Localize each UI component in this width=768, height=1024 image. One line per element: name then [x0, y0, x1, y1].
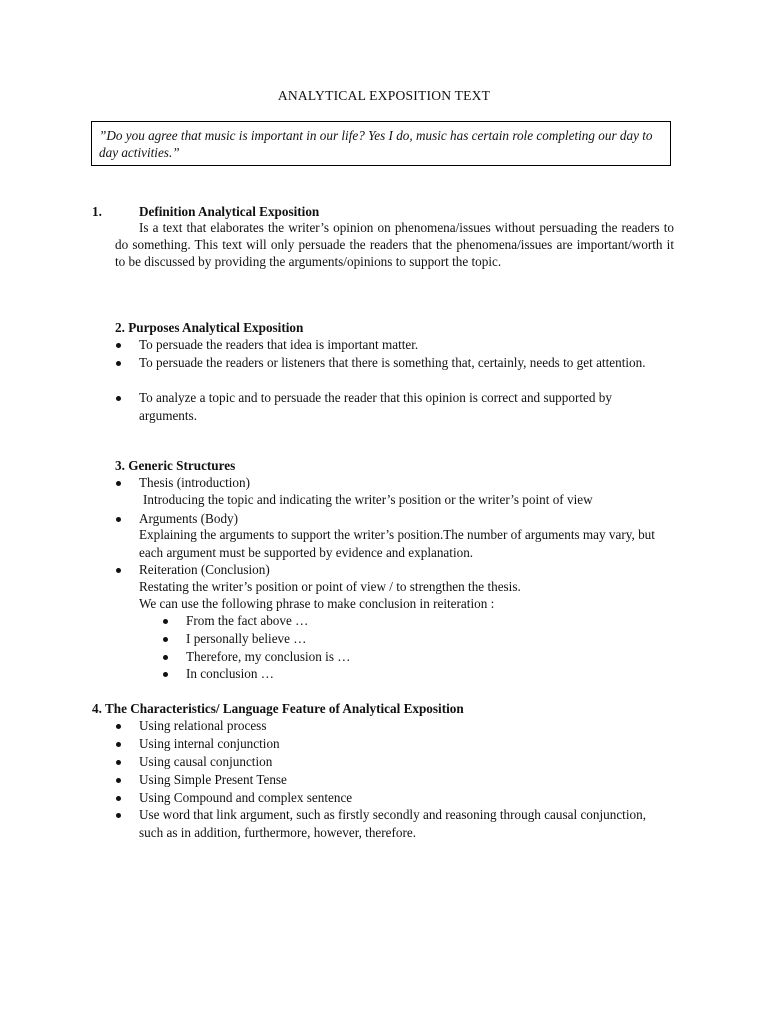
bullet-icon	[163, 637, 168, 642]
section2-heading: 2. Purposes Analytical Exposition	[115, 320, 304, 335]
bullet-icon	[116, 778, 121, 783]
section1-body: Is a text that elaborates the writer’s opinion on phenomena/issues without persuading the readers to do something. This text will only persuade the readers that the phenomena/issues are important/worth it to be discussed by providing the arguments/opinions to support the topic.	[115, 220, 674, 269]
bullet-icon	[116, 481, 121, 486]
structure-reiteration-desc2: We can use the following phrase to make conclusion in reiteration :	[139, 596, 495, 611]
structure-arguments-desc: Explaining the arguments to support the writer’s position.The number of arguments may vary, but each argument must be supported by evidence and explanation.	[139, 527, 655, 560]
feature-item-1: Using relational process	[139, 718, 267, 733]
structure-arguments-label: Arguments (Body)	[139, 511, 239, 526]
bullet-icon	[116, 396, 121, 401]
structure-thesis-desc: Introducing the topic and indicating the writer’s position or the writer’s point of view	[143, 492, 593, 507]
bullet-icon	[116, 361, 121, 366]
conclusion-phrase-4: In conclusion …	[186, 666, 274, 681]
bullet-icon	[116, 343, 121, 348]
quote-box: ”Do you agree that music is important in our life? Yes I do, music has certain role completing our day to day activities.”	[91, 121, 671, 166]
section2-item-2: To persuade the readers or listeners that there is something that, certainly, needs to get attention.	[139, 355, 646, 370]
conclusion-phrase-1: From the fact above …	[186, 613, 309, 628]
feature-item-5: Using Compound and complex sentence	[139, 790, 353, 805]
feature-item-2: Using internal conjunction	[139, 736, 280, 751]
section2-item-3: To analyze a topic and to persuade the reader that this opinion is correct and supported by arguments.	[139, 390, 612, 423]
feature-item-3: Using causal conjunction	[139, 754, 273, 769]
bullet-icon	[116, 724, 121, 729]
structure-reiteration-label: Reiteration (Conclusion)	[139, 562, 270, 577]
section1-heading: Definition Analytical Exposition	[139, 204, 320, 219]
bullet-icon	[116, 742, 121, 747]
bullet-icon	[163, 619, 168, 624]
conclusion-phrase-3: Therefore, my conclusion is …	[186, 649, 351, 664]
section4-heading: 4. The Characteristics/ Language Feature of Analytical Exposition	[92, 701, 464, 716]
feature-item-6: Use word that link argument, such as firstly secondly and reasoning through causal conjunction, such as in addition, furthermore, however, therefore.	[139, 807, 646, 840]
section3-heading: 3. Generic Structures	[115, 458, 236, 473]
section2-item-1: To persuade the readers that idea is important matter.	[139, 337, 419, 352]
bullet-icon	[116, 796, 121, 801]
bullet-icon	[116, 517, 121, 522]
bullet-icon	[116, 568, 121, 573]
structure-thesis-label: Thesis (introduction)	[139, 475, 250, 490]
section1-number: 1.	[92, 204, 102, 219]
structure-reiteration-desc: Restating the writer’s position or point of view / to strengthen the thesis.	[139, 579, 521, 594]
bullet-icon	[163, 672, 168, 677]
conclusion-phrase-2: I personally believe …	[186, 631, 307, 646]
feature-item-4: Using Simple Present Tense	[139, 772, 287, 787]
bullet-icon	[116, 760, 121, 765]
bullet-icon	[116, 813, 121, 818]
bullet-icon	[163, 655, 168, 660]
page-title: ANALYTICAL EXPOSITION TEXT	[277, 88, 491, 103]
